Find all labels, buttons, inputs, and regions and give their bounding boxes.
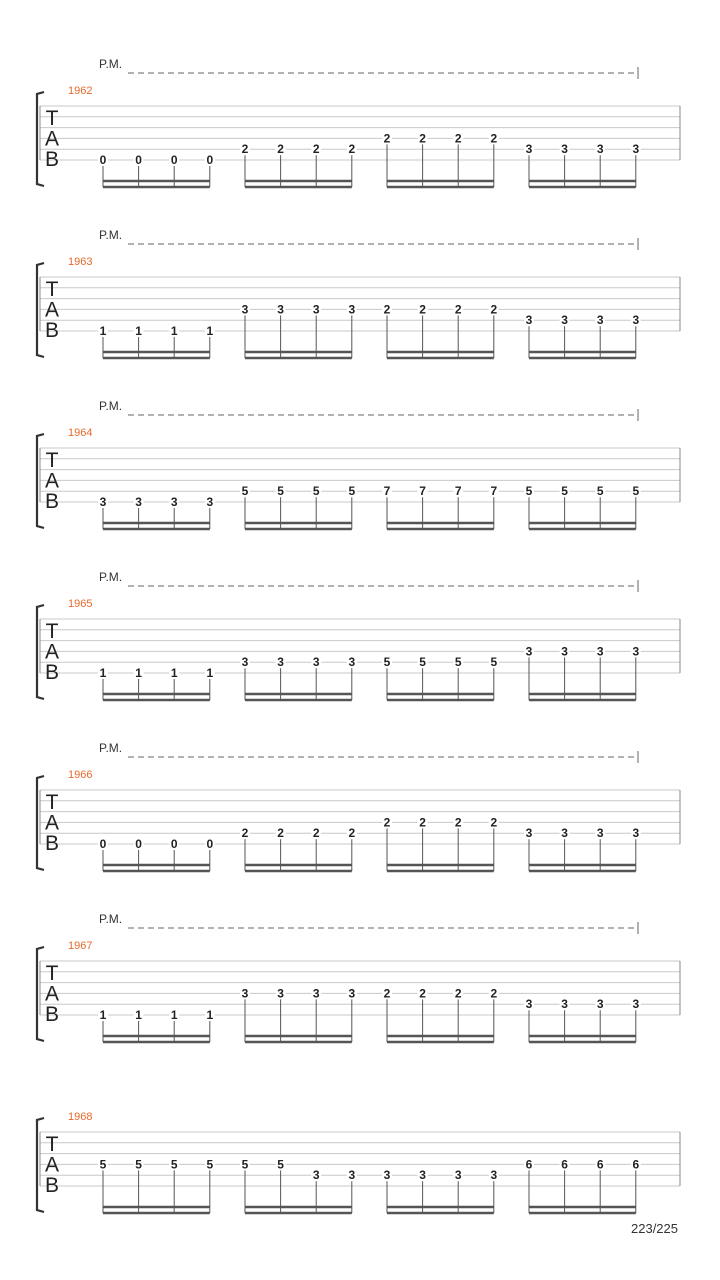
- fret-number: 2: [490, 815, 498, 830]
- palm-mute-label: P.M.: [99, 57, 123, 71]
- fret-number: 3: [277, 986, 284, 1001]
- fret-number: 0: [206, 153, 214, 167]
- fret-number: 3: [632, 997, 640, 1012]
- tab-clef-letter: B: [44, 490, 60, 513]
- fret-number: 1: [99, 666, 107, 680]
- tab-clef-letter: A: [44, 982, 60, 1006]
- fret-number: 3: [596, 997, 604, 1012]
- tab-system-1964: [37, 399, 680, 529]
- tab-clef-letter: B: [44, 661, 60, 684]
- fret-number: 2: [419, 131, 426, 146]
- fret-number: 3: [312, 986, 320, 1001]
- fret-number: 3: [525, 644, 533, 659]
- measure-number: 1968: [68, 1111, 93, 1123]
- measure-number: 1966: [68, 769, 93, 781]
- fret-number: 3: [561, 826, 568, 841]
- fret-number: 3: [490, 1168, 498, 1183]
- tab-clef-letter: T: [45, 962, 59, 985]
- fret-number: 6: [632, 1157, 640, 1172]
- fret-number: 2: [241, 142, 249, 157]
- fret-number: 3: [170, 495, 178, 509]
- tab-system-1967: [37, 912, 680, 1042]
- tab-clef-letter: T: [45, 278, 59, 301]
- fret-number: 3: [561, 313, 568, 328]
- tab-clef-letter: B: [44, 1174, 60, 1197]
- tab-clef-letter: T: [45, 107, 59, 130]
- fret-number: 0: [170, 153, 178, 167]
- fret-number: 7: [419, 484, 426, 499]
- fret-number: 1: [206, 324, 214, 338]
- fret-number: 2: [454, 986, 462, 1001]
- tab-system-1966: [37, 741, 680, 871]
- tab-clef-letter: B: [44, 319, 60, 342]
- fret-number: 2: [490, 302, 498, 317]
- fret-number: 1: [206, 666, 214, 680]
- fret-number: 3: [241, 302, 249, 317]
- fret-number: 3: [561, 142, 568, 157]
- fret-number: 2: [419, 302, 426, 317]
- fret-number: 5: [525, 484, 533, 499]
- fret-number: 1: [170, 1008, 178, 1022]
- tab-clef-letter: A: [44, 298, 60, 322]
- fret-number: 5: [99, 1157, 107, 1172]
- fret-number: 3: [561, 997, 568, 1012]
- fret-number: 1: [135, 324, 142, 338]
- palm-mute-label: P.M.: [99, 228, 123, 242]
- fret-number: 2: [490, 986, 498, 1001]
- fret-number: 2: [419, 986, 426, 1001]
- palm-mute-label: P.M.: [99, 570, 123, 584]
- fret-number: 0: [99, 153, 107, 167]
- measure-number: 1964: [68, 427, 93, 439]
- fret-number: 5: [490, 655, 498, 670]
- fret-number: 5: [206, 1157, 214, 1172]
- tab-clef-letter: A: [44, 640, 60, 664]
- fret-number: 5: [348, 484, 356, 499]
- fret-number: 3: [525, 997, 533, 1012]
- fret-number: 3: [596, 644, 604, 659]
- fret-number: 7: [490, 484, 498, 499]
- fret-number: 5: [419, 655, 426, 670]
- fret-number: 3: [206, 495, 214, 509]
- fret-number: 3: [525, 313, 533, 328]
- fret-number: 1: [170, 666, 178, 680]
- tab-system-1962: [37, 57, 680, 187]
- fret-number: 3: [525, 826, 533, 841]
- fret-number: 2: [312, 826, 320, 841]
- fret-number: 5: [241, 1157, 249, 1172]
- fret-number: 5: [632, 484, 640, 499]
- palm-mute-label: P.M.: [99, 741, 123, 755]
- measure-number: 1965: [68, 598, 93, 610]
- fret-number: 7: [383, 484, 391, 499]
- tab-clef-letter: A: [44, 1153, 60, 1177]
- fret-number: 3: [525, 142, 533, 157]
- tab-clef-letter: T: [45, 791, 59, 814]
- fret-number: 5: [561, 484, 568, 499]
- fret-number: 3: [348, 1168, 356, 1183]
- tab-clef-letter: B: [44, 148, 60, 171]
- fret-number: 2: [383, 302, 391, 317]
- tab-clef-letter: A: [44, 127, 60, 151]
- tab-clef-letter: B: [44, 1003, 60, 1026]
- fret-number: 1: [135, 666, 142, 680]
- fret-number: 5: [312, 484, 320, 499]
- fret-number: 3: [348, 302, 356, 317]
- tab-clef-letter: A: [44, 469, 60, 493]
- fret-number: 2: [490, 131, 498, 146]
- fret-number: 3: [632, 826, 640, 841]
- tab-system-1965: [37, 570, 680, 700]
- fret-number: 5: [135, 1157, 142, 1172]
- tab-clef-letter: A: [44, 811, 60, 835]
- fret-number: 5: [170, 1157, 178, 1172]
- fret-number: 2: [241, 826, 249, 841]
- fret-number: 3: [419, 1168, 426, 1183]
- fret-number: 0: [135, 153, 142, 167]
- fret-number: 1: [170, 324, 178, 338]
- measure-number: 1967: [68, 940, 93, 952]
- tab-system-1968: [37, 1111, 680, 1213]
- fret-number: 2: [277, 142, 284, 157]
- fret-number: 2: [454, 815, 462, 830]
- fret-number: 3: [348, 655, 356, 670]
- measure-number: 1962: [68, 85, 93, 97]
- fret-number: 5: [383, 655, 391, 670]
- fret-number: 3: [312, 655, 320, 670]
- fret-number: 0: [206, 837, 214, 851]
- fret-number: 3: [383, 1168, 391, 1183]
- page-number: 223/225: [631, 1221, 678, 1236]
- fret-number: 3: [632, 313, 640, 328]
- fret-number: 3: [596, 826, 604, 841]
- fret-number: 3: [561, 644, 568, 659]
- fret-number: 3: [312, 302, 320, 317]
- fret-number: 1: [135, 1008, 142, 1022]
- fret-number: 2: [419, 815, 426, 830]
- fret-number: 6: [561, 1157, 568, 1172]
- palm-mute-label: P.M.: [99, 912, 123, 926]
- fret-number: 2: [383, 986, 391, 1001]
- fret-number: 3: [454, 1168, 462, 1183]
- fret-number: 3: [277, 302, 284, 317]
- fret-number: 0: [135, 837, 142, 851]
- fret-number: 0: [170, 837, 178, 851]
- fret-number: 3: [596, 142, 604, 157]
- fret-number: 1: [99, 324, 107, 338]
- fret-number: 5: [454, 655, 462, 670]
- fret-number: 0: [99, 837, 107, 851]
- fret-number: 2: [312, 142, 320, 157]
- fret-number: 2: [454, 302, 462, 317]
- tab-clef-letter: B: [44, 832, 60, 855]
- fret-number: 3: [135, 495, 142, 509]
- fret-number: 6: [596, 1157, 604, 1172]
- fret-number: 2: [454, 131, 462, 146]
- tab-clef-letter: T: [45, 1133, 59, 1156]
- fret-number: 5: [277, 1157, 284, 1172]
- fret-number: 5: [596, 484, 604, 499]
- fret-number: 3: [348, 986, 356, 1001]
- fret-number: 2: [348, 142, 356, 157]
- fret-number: 3: [241, 655, 249, 670]
- measure-number: 1963: [68, 256, 93, 268]
- fret-number: 2: [383, 131, 391, 146]
- fret-number: 3: [99, 495, 107, 509]
- tab-clef-letter: T: [45, 620, 59, 643]
- fret-number: 5: [277, 484, 284, 499]
- fret-number: 3: [632, 142, 640, 157]
- fret-number: 5: [241, 484, 249, 499]
- fret-number: 6: [525, 1157, 533, 1172]
- fret-number: 1: [99, 1008, 107, 1022]
- fret-number: 2: [277, 826, 284, 841]
- tab-system-1963: [37, 228, 680, 358]
- fret-number: 3: [632, 644, 640, 659]
- fret-number: 2: [383, 815, 391, 830]
- fret-number: 7: [454, 484, 462, 499]
- fret-number: 3: [596, 313, 604, 328]
- fret-number: 1: [206, 1008, 214, 1022]
- palm-mute-label: P.M.: [99, 399, 123, 413]
- fret-number: 3: [277, 655, 284, 670]
- fret-number: 3: [241, 986, 249, 1001]
- fret-number: 3: [312, 1168, 320, 1183]
- fret-number: 2: [348, 826, 356, 841]
- tab-clef-letter: T: [45, 449, 59, 472]
